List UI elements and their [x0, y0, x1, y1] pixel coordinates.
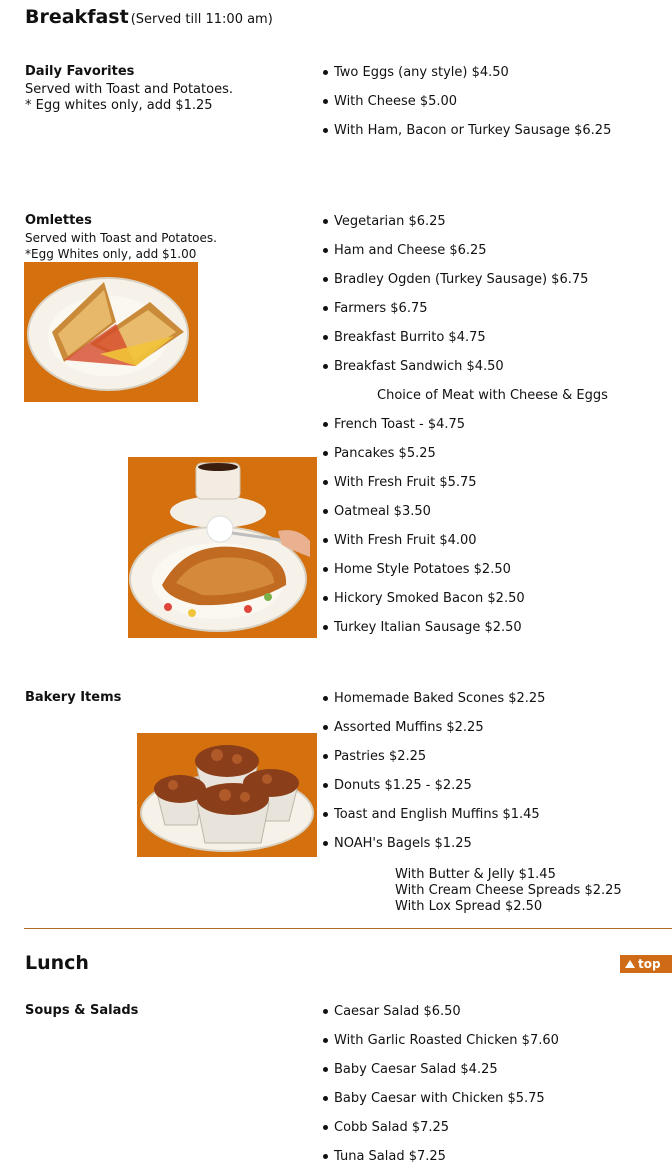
bagel-option: With Lox Spread $2.50: [395, 899, 543, 914]
menu-item: Oatmeal $3.50: [322, 504, 608, 533]
bakery-list: [322, 691, 545, 865]
section-divider: [24, 928, 672, 929]
menu-item: With Cheese $5.00: [322, 94, 611, 123]
daily-note-line: * Egg whites only, add $1.25: [25, 98, 213, 113]
menu-item: Cobb Salad $7.25: [322, 1120, 559, 1149]
menu-item: Vegetarian $6.25: [322, 214, 608, 243]
menu-item: Breakfast Sandwich $4.50: [322, 359, 608, 388]
menu-item: Bradley Ogden (Turkey Sausage) $6.75: [322, 272, 608, 301]
menu-item: French Toast - $4.75: [322, 417, 608, 446]
omelettes-note-line: Served with Toast and Potatoes.: [25, 231, 217, 245]
menu-item: Caesar Salad $6.50: [322, 1004, 559, 1033]
menu-item: Farmers $6.75: [322, 301, 608, 330]
pancake-photo: [128, 457, 317, 638]
daily-favorites-heading: Daily Favorites: [25, 64, 135, 79]
soups-salads-heading: Soups & Salads: [25, 1003, 139, 1018]
daily-note-line: Served with Toast and Potatoes.: [25, 82, 233, 97]
menu-item: Assorted Muffins $2.25: [322, 720, 545, 749]
lunch-title: Lunch: [25, 952, 89, 974]
breakfast-hours-note: (Served till 11:00 am): [130, 12, 273, 27]
menu-item: With Ham, Bacon or Turkey Sausage $6.25: [322, 123, 611, 152]
omelettes-heading: Omlettes: [25, 213, 92, 228]
soups-salads-list: [322, 1004, 559, 1172]
menu-item: NOAH's Bagels $1.25: [322, 836, 545, 865]
omelettes-list: [322, 214, 608, 649]
bakery-heading: Bakery Items: [25, 690, 122, 705]
menu-item: With Garlic Roasted Chicken $7.60: [322, 1033, 559, 1062]
daily-favorites-list: [322, 65, 611, 152]
menu-item: Toast and English Muffins $1.45: [322, 807, 545, 836]
menu-item: Turkey Italian Sausage $2.50: [322, 620, 608, 649]
up-arrow-icon: [625, 960, 635, 968]
menu-item: Homemade Baked Scones $2.25: [322, 691, 545, 720]
menu-item: Two Eggs (any style) $4.50: [322, 65, 611, 94]
back-to-top-button[interactable]: [620, 955, 672, 973]
menu-item: Breakfast Burrito $4.75: [322, 330, 608, 359]
daily-favorites-notes: [25, 82, 233, 114]
menu-item: With Fresh Fruit $4.00: [322, 533, 608, 562]
back-to-top-label: top: [638, 957, 661, 971]
menu-item: Tuna Salad $7.25: [322, 1149, 559, 1172]
menu-item: Baby Caesar with Chicken $5.75: [322, 1091, 559, 1120]
menu-item-note: Choice of Meat with Cheese & Eggs: [377, 388, 608, 403]
bagel-options: [395, 867, 622, 915]
omelettes-notes: [25, 230, 217, 262]
menu-item: Pancakes $5.25: [322, 446, 608, 475]
muffins-photo: [137, 733, 317, 857]
menu-item: With Fresh Fruit $5.75: [322, 475, 608, 504]
sandwich-photo: [24, 262, 198, 402]
bagel-option: With Butter & Jelly $1.45: [395, 867, 556, 882]
menu-item: Ham and Cheese $6.25: [322, 243, 608, 272]
bagel-option: With Cream Cheese Spreads $2.25: [395, 883, 622, 898]
menu-item: Donuts $1.25 - $2.25: [322, 778, 545, 807]
menu-item: Baby Caesar Salad $4.25: [322, 1062, 559, 1091]
menu-item: Pastries $2.25: [322, 749, 545, 778]
breakfast-title: Breakfast (Served till 11:00 am): [25, 6, 273, 28]
menu-item: Home Style Potatoes $2.50: [322, 562, 608, 591]
menu-item: Hickory Smoked Bacon $2.50: [322, 591, 608, 620]
omelettes-note-line: *Egg Whites only, add $1.00: [25, 247, 197, 261]
